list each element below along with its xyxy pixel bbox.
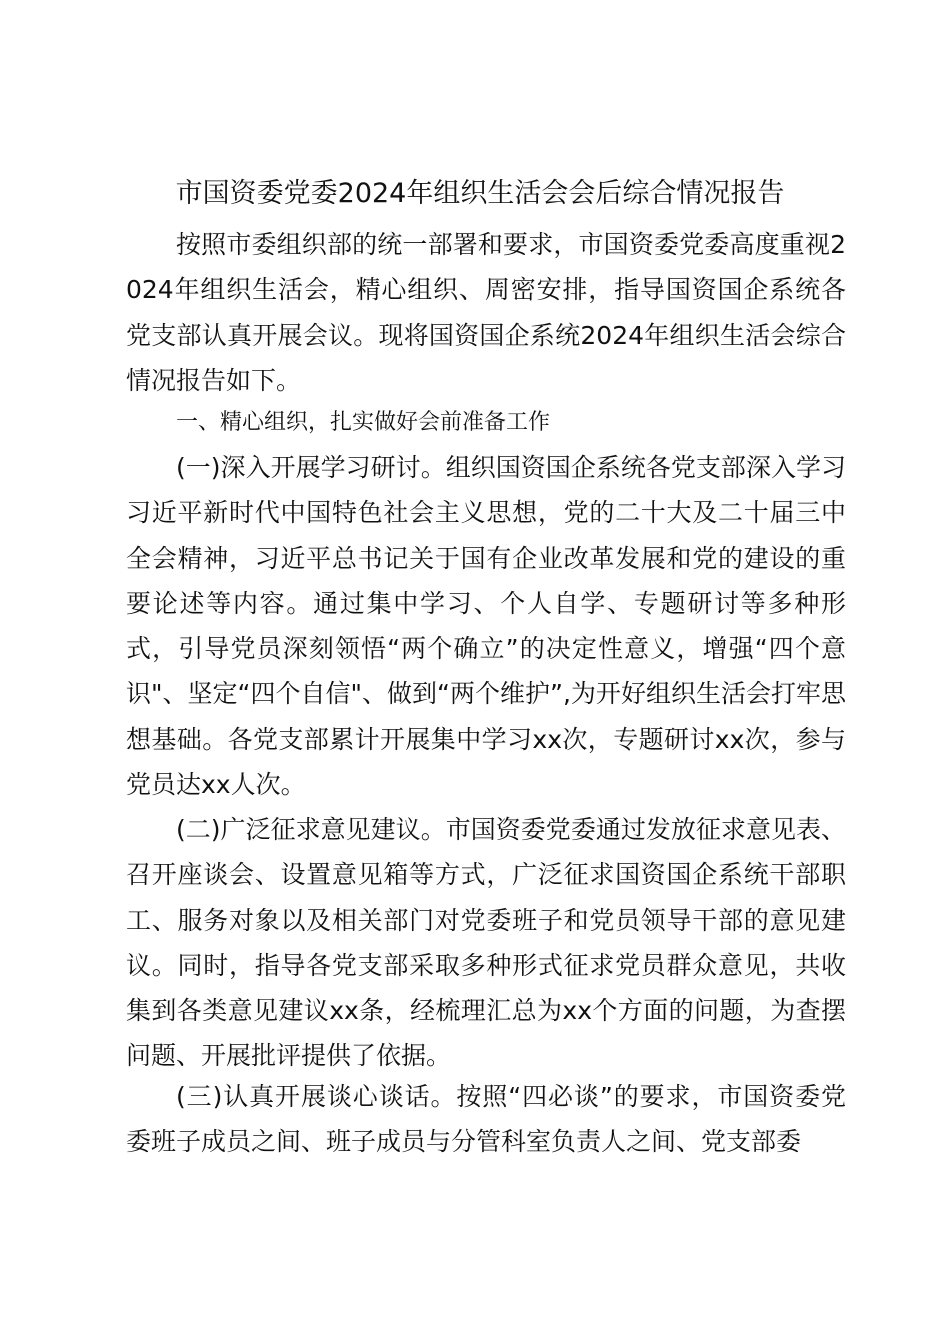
document-title: 市国资委党委2024年组织生活会会后综合情况报告 bbox=[175, 178, 785, 209]
intro-paragraph: 按照市委组织部的统一部署和要求，市国资委党委高度重视2024年组织生活会，精心组织、周密安排，指导国资国企系统各党支部认真开展会议。现将国资国企系统2024年组织生活会综合情况报告如下。 bbox=[126, 230, 846, 395]
item-2-paragraph: (二)广泛征求意见建议。市国资委党委通过发放征求意见表、召开座谈会、设置意见箱等方式，广泛征求国资国企系统干部职工、服务对象以及相关部门对党委班子和党员领导干部的意见建议。同时，指导各党支部采取多种形式征求党员群众意见，共收集到各类意见建议xx条，经梳理汇总为xx个方面的问题，为查摆问题、开展批评提供了依据。 bbox=[126, 815, 846, 1071]
item-1-paragraph: (一)深入开展学习研讨。组织国资国企系统各党支部深入学习习近平新时代中国特色社会主义思想，党的二十大及二十届三中全会精神，习近平总书记关于国有企业改革发展和党的建设的重要论述等内容。通过集中学习、个人自学、专题研讨等多种形式，引导党员深刻领悟“两个确立”的决定性意义，增强“四个意识"、坚定“四个自信"、做到“两个维护”,为开好组织生活会打牢思想基础。各党支部累计开展集中学习xx次，专题研讨xx次，参与党员达xx人次。 bbox=[126, 453, 846, 800]
item-3-paragraph: (三)认真开展谈心谈话。按照“四必谈”的要求，市国资委党委班子成员之间、班子成员与分管科室负责人之间、党支部委 bbox=[126, 1082, 846, 1157]
section-1-heading: 一、精心组织，扎实做好会前准备工作 bbox=[176, 410, 551, 435]
